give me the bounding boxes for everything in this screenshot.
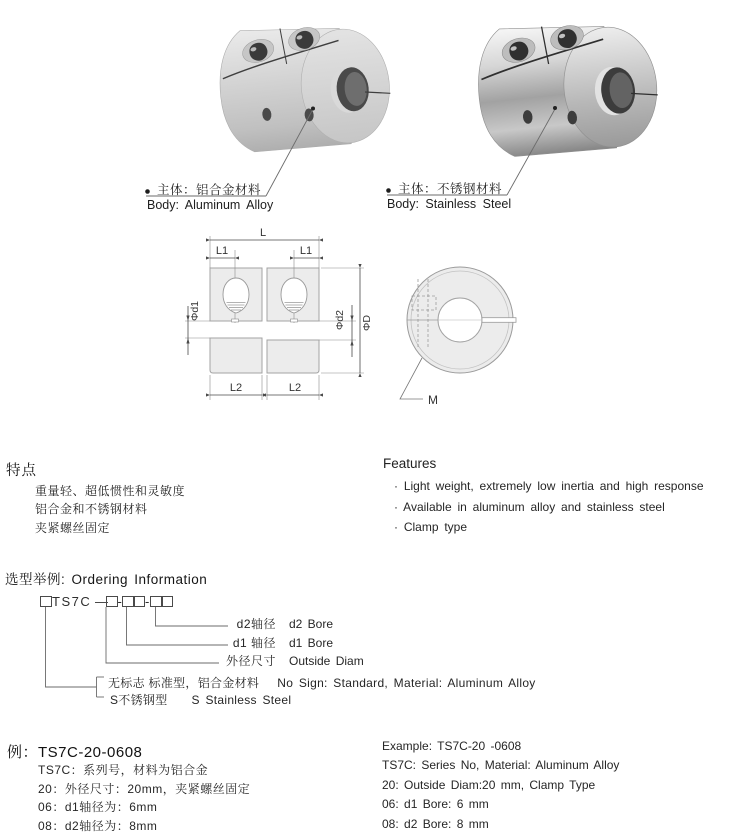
example-line-cn: 08：d2轴径为：8mm [38,818,158,833]
callout-od-en: Outside Diam [289,654,364,668]
feature-item-en: · Clamp type [394,520,468,535]
example-lines-en [382,737,619,834]
body-material-label-en-stainless: Body: Stainless Steel [387,197,512,211]
features-list-en [394,476,704,538]
body-material-label-cn-aluminum: 主体：铝合金材料 [157,183,262,197]
ordering-title: 选型举例: Ordering Information [5,572,208,587]
example-title-cn: 例：TS7C-20-0608 [7,744,143,761]
example-line-en: 20: Outside Diam:20 mm, Clamp Type [382,777,596,792]
example-line-cn: 06：d1轴径为：6mm [38,800,158,815]
code-dash: — [95,594,110,609]
example-line-en: TS7C: Series No, Material: Aluminum Alloy [382,758,620,773]
example-lines-cn [38,761,250,835]
callout-d1-cn: d1 轴径 [232,636,276,650]
features-title-en: Features [383,456,437,471]
callout-d1-en: d1 Bore [289,636,334,650]
body-material-label-cn-stainless: 主体：不锈钢材料 [398,182,503,196]
dim-label-phi-d1: Φd1 [189,300,201,322]
technical-drawing [170,222,570,427]
callout-d2-bore [210,615,333,632]
callout-stainless-option [110,691,291,708]
callout-ss-cn: S不锈钢型 [110,693,168,707]
clamp-slit-slot [482,318,516,323]
dim-label-L1-left: L1 [215,245,229,257]
body-material-label-en-aluminum: Body: Aluminum Alloy [147,198,274,212]
dim-label-L2-right: L2 [288,382,302,394]
callout-std-cn: 无标志 标准型，铝合金材料 [108,676,260,690]
callout-d2-en: d2 Bore [289,617,334,631]
dim-label-L1-right: L1 [299,245,313,257]
callout-ss-en: S Stainless Steel [191,693,292,707]
example-line-en: 06: d1 Bore: 6 mm [382,797,489,812]
feature-item-cn: 重量轻、超低惯性和灵敏度 [35,484,186,498]
dim-label-M: M [428,393,438,407]
example-line-en: 08: d2 Bore: 8 mm [382,816,489,831]
feature-item-cn: 夹紧螺丝固定 [35,520,111,535]
end-view [400,267,516,407]
features-list-cn [35,482,185,537]
example-line-cn: 20：外径尺寸：20mm，夹紧螺丝固定 [38,781,251,796]
example-line-cn: TS7C：系列号，材料为铝合金 [38,763,209,777]
callout-standard-material [108,674,536,691]
dim-label-phi-d2: Φd2 [334,309,346,331]
example-line-en: Example: TS7C-20 -0608 [382,739,522,753]
dim-label-phi-D: ΦD [361,315,373,331]
callout-outside-diam [210,652,364,669]
feature-item-en: · Available in aluminum alloy and stainless steel [394,499,665,514]
features-title-cn: 特点 [6,463,37,479]
callout-d2-cn: d2轴径 [236,617,276,631]
product-callout-lines [0,0,741,215]
feature-item-cn: 铝合金和不锈钢材料 [35,502,148,517]
callout-od-cn: 外径尺寸 [225,654,276,668]
callout-d1-bore [210,634,333,651]
dim-label-L2-left: L2 [229,382,243,394]
code-dash: - [145,594,151,609]
feature-item-en: · Light weight, extremely low inertia and high response [394,479,704,493]
code-series: TS7C [52,594,92,609]
code-dash: - [117,594,124,609]
callout-std-en: No Sign: Standard, Material: Aluminum Alloy [277,676,536,690]
side-view [210,250,319,373]
dim-label-L: L [259,227,267,239]
